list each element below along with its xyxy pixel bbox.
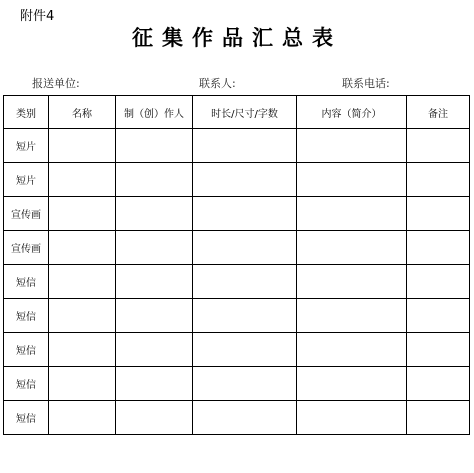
table-row xyxy=(4,401,470,435)
name-cell[interactable] xyxy=(49,401,116,435)
header-remark: 备注 xyxy=(407,96,470,129)
remark-cell[interactable] xyxy=(407,163,470,197)
size-cell[interactable] xyxy=(193,197,297,231)
remark-cell[interactable] xyxy=(407,333,470,367)
contact-phone-label: 联系电话: xyxy=(342,77,390,90)
author-cell[interactable] xyxy=(116,197,193,231)
author-cell[interactable] xyxy=(116,401,193,435)
category-cell: 短片 xyxy=(4,129,49,163)
header-name: 名称 xyxy=(49,96,116,129)
remark-cell[interactable] xyxy=(407,129,470,163)
content-cell[interactable] xyxy=(297,231,407,265)
name-cell[interactable] xyxy=(49,333,116,367)
content-cell[interactable] xyxy=(297,367,407,401)
table-row xyxy=(4,265,470,299)
header-size: 时长/尺寸/字数 xyxy=(193,96,297,129)
category-cell: 短信 xyxy=(4,401,49,435)
category-cell: 短信 xyxy=(4,333,49,367)
contact-person-label: 联系人: xyxy=(199,77,236,90)
content-cell[interactable] xyxy=(297,299,407,333)
author-cell[interactable] xyxy=(116,333,193,367)
name-cell[interactable] xyxy=(49,163,116,197)
size-cell[interactable] xyxy=(193,129,297,163)
page-title: 征集作品汇总表 xyxy=(132,25,342,50)
header-category: 类别 xyxy=(4,96,49,129)
table-row xyxy=(4,333,470,367)
reporting-unit-label: 报送单位: xyxy=(32,77,80,90)
author-cell[interactable] xyxy=(116,299,193,333)
size-cell[interactable] xyxy=(193,333,297,367)
size-cell[interactable] xyxy=(193,367,297,401)
remark-cell[interactable] xyxy=(407,265,470,299)
name-cell[interactable] xyxy=(49,129,116,163)
table-row xyxy=(4,163,470,197)
content-cell[interactable] xyxy=(297,129,407,163)
content-cell[interactable] xyxy=(297,333,407,367)
name-cell[interactable] xyxy=(49,299,116,333)
name-cell[interactable] xyxy=(49,197,116,231)
category-cell: 短信 xyxy=(4,299,49,333)
remark-cell[interactable] xyxy=(407,197,470,231)
table-row xyxy=(4,367,470,401)
size-cell[interactable] xyxy=(193,163,297,197)
author-cell[interactable] xyxy=(116,129,193,163)
table-row xyxy=(4,299,470,333)
name-cell[interactable] xyxy=(49,231,116,265)
table-header-row xyxy=(4,96,470,129)
content-cell[interactable] xyxy=(297,265,407,299)
author-cell[interactable] xyxy=(116,231,193,265)
header-content: 内容（简介） xyxy=(297,96,407,129)
content-cell[interactable] xyxy=(297,401,407,435)
author-cell[interactable] xyxy=(116,265,193,299)
category-cell: 宣传画 xyxy=(4,231,49,265)
summary-table xyxy=(3,95,470,435)
attachment-label: 附件4 xyxy=(20,9,55,24)
size-cell[interactable] xyxy=(193,265,297,299)
name-cell[interactable] xyxy=(49,265,116,299)
remark-cell[interactable] xyxy=(407,401,470,435)
remark-cell[interactable] xyxy=(407,231,470,265)
content-cell[interactable] xyxy=(297,197,407,231)
size-cell[interactable] xyxy=(193,299,297,333)
category-cell: 宣传画 xyxy=(4,197,49,231)
category-cell: 短信 xyxy=(4,265,49,299)
content-cell[interactable] xyxy=(297,163,407,197)
remark-cell[interactable] xyxy=(407,299,470,333)
header-author: 制（创）作人 xyxy=(116,96,193,129)
author-cell[interactable] xyxy=(116,367,193,401)
table-row xyxy=(4,129,470,163)
size-cell[interactable] xyxy=(193,231,297,265)
name-cell[interactable] xyxy=(49,367,116,401)
remark-cell[interactable] xyxy=(407,367,470,401)
table-row xyxy=(4,231,470,265)
size-cell[interactable] xyxy=(193,401,297,435)
table-row xyxy=(4,197,470,231)
category-cell: 短信 xyxy=(4,367,49,401)
author-cell[interactable] xyxy=(116,163,193,197)
category-cell: 短片 xyxy=(4,163,49,197)
